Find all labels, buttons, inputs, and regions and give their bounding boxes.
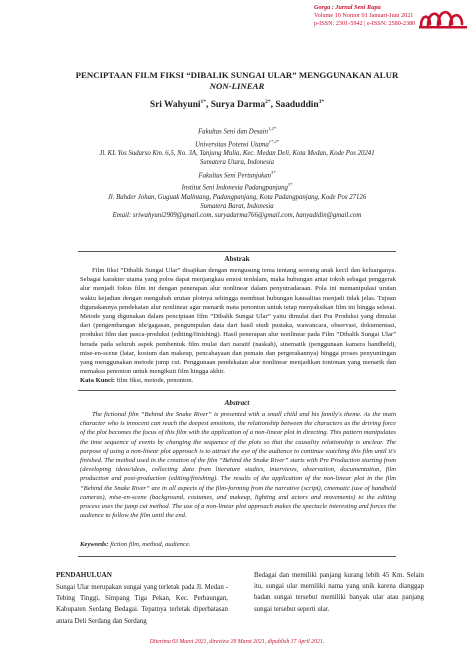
abstract-keywords-label: Keywords: [80, 541, 109, 548]
abstract-keywords-text: fiction film, method, audience. [108, 541, 191, 548]
abstrak-bottom-rule [78, 390, 396, 391]
author-affiliation-mark: 2* [265, 99, 271, 105]
affiliation-text: Jl. Bahder Johan, Guguak Malintang, Padangpanjang, Kota Padangpanjang, Kode Pos 27126 [107, 193, 367, 201]
affiliation-text: Jl. KL Yos Sudarso Km. 6,5, No. 3A, Tanjung Mulia, Kec. Medan Deli, Kota Medan, Kode Pos 20241 [99, 150, 375, 158]
author-name: Surya Darma [210, 100, 266, 111]
abstrak-heading: Abstrak [224, 255, 250, 263]
affiliation-line [30, 137, 444, 150]
author-name: Sri Wahyuni [149, 100, 201, 111]
affiliation-text: Universitas Potensi Utama [195, 140, 269, 148]
abstrak-keywords [80, 376, 396, 385]
affiliation-line [30, 158, 444, 167]
affiliation-line [30, 202, 444, 211]
author-affiliation-mark: 1* [200, 99, 207, 105]
abstrak-top-rule [78, 251, 396, 252]
affiliation-line [30, 168, 444, 181]
intro-right-column: Bedagai dan memiliki panjang kurang lebih 45 Km. Selain itu, sungai ular memiliki nama yang unik karena dianggap badan sungai tersebut memiliki banyak ular atau panjang sungai tersebut seperti ular. [254, 572, 424, 613]
affiliation-text: Sumatera Barat, Indonesia [200, 203, 274, 211]
abstract-body: The fictional film “Behind the Snake River” is presented with a small child and his family's theme. As the main character who is innocent can reach the deepest emotions, the relationship between the characters as the driving force of the plot becomes the focus of this film with the application of a non-linear plot in directing. This pattern manipulates the time sequence of events by changing the sequence of the plots so that the causality relationship is unclear. The purpose of using a non-linear plot approach is to attract the eye of the audience to continue watching this film until it's finished. The method used in the creation of the film “Behind the Snake River” starts with Pre Production starting from (developing ideas/ideas, collecting data from literature studies, interviews, observation, documentation, film production and post-production (editing/finishing). The results of the application of the non-linear plot in the film “Behind the Snake River” are in all aspects of the film-forming from the narrative (script), cinematic (use of handheld cameras), mise-en-scene (background, costumes, and makeup, lighting and actors and movements) to the editing process uses the jump cut method. The use of a non-linear plot approach makes the spectacle interesting and forces the audience to follow the film until the end. [80, 411, 396, 520]
abstract-heading: Abstract [224, 399, 250, 407]
affiliation-line [30, 193, 444, 202]
affiliation-line [30, 124, 444, 137]
author-name: Saaduddin [275, 100, 319, 111]
abstract-bottom-rule [78, 556, 396, 557]
affiliation-text: Institut Seni Indonesia Padangpanjang [181, 184, 288, 192]
affiliation-text: Sumatera Utara, Indonesia [199, 159, 275, 167]
footer-dates: Diterima 03 Maret 2021, direview 29 Maret 2021, dipublish 17 April 2021. [149, 639, 325, 645]
abstrak-keywords-label: Kata Kunci: [80, 377, 115, 384]
author-affiliation-mark: 3* [318, 99, 325, 105]
section-heading-pendahuluan: PENDAHULUAN [56, 571, 112, 579]
affiliation-text: Fakultas Seni dan Desain [198, 128, 269, 136]
affiliation-mark: 1*,2* [268, 138, 279, 144]
affiliation-text: Email: sriwahyuni2909@gmail.com, suryadarma766@gmail.com, hanyadidin@gmail.com [112, 212, 362, 220]
author-list: Sri Wahyuni$^{1*}$, Surya Darma$^{2*}$, Saaduddin$^{3*}$ [149, 99, 325, 111]
affiliation-mark: 3* [271, 169, 276, 175]
journal-issn: p-ISSN: 2301-5942 | e-ISSN: 2580-2380 [314, 20, 416, 27]
affiliations [30, 124, 444, 221]
abstract-keywords [80, 540, 396, 549]
paper-title [30, 70, 444, 91]
journal-header [314, 4, 434, 28]
journal-name: Gorga : Jurnal Seni Rupa [314, 4, 381, 11]
affiliation-line [30, 149, 444, 158]
paper-title-main: PENCIPTAAN FILM FIKSI “DIBALIK SUNGAI ULAR” MENGGUNAKAN ALUR [75, 70, 399, 80]
affiliation-mark: 1,2* [268, 126, 276, 131]
journal-volume: Volume 10 Nomor 01 Januari-Juni 2021 [314, 12, 414, 19]
abstrak-body: Film fiksi “Dibalik Sungai Ular” disajikan dengan mengusung tema tentang seorang anak kecil dan keluarganya. Sebagai karakter utama yang polos dapat menjangkau emosi terdalam, maka hubungan antar tokoh sebagai penggerak alur menjadi fokus film ini dengan penerapan alur nonlinear dalam penyutradaraan. Pola ini memanipulasi urutan waktu kejadian dengan mengubah urutan plotnya sehingga membuat hubungan kausalitas menjadi tidak jelas. Tujuan digunakannya pendekatan alur nonlinear agar menarik mata penonton untuk tetap menyaksikan film ini hingga selesai. Metode yang digunakan dalam penciptaan film “Dibalik Sungai Ular” yaitu dimulai dari Pra Produksi yang dimulai dari (pengembangan ide/gagasan, pengumpulan data dari hasil studi pustaka, wawancara, observasi, dokumentasi, produksi film dan pasca-produksi (editing/finishing). Hasil penerapan alur nonlinear pada Film “Dibalik Sungai Ular” berada pada seluruh aspek pembentuk film mulai dari naratif (naskah), sinematik (penggunaan kamera handheld), mise-en-scene (latar, kostum dan makeup, pencahayaan dan pemain dan pergerakannya) hingga proses penyuntingan yang menggunakan metode jump cut. Penggunaan pendekatan alur nonlinear menjadikan tontonan yang menarik dan memaksa penonton untuk mengikuti film hingga akhir. [80, 267, 396, 376]
intro-left-column: Sungai Ular merupakan sungai yang terletak pada Jl. Medan - Tebing Tinggi, Simpang Tiga Pekan, Kec. Perbaungan, Kabupaten Serdang Bedagai. Tepatnya terletak diperbatasan antara Deli Serdang dan Serdang [56, 584, 228, 625]
abstrak-keywords-text: film fiksi, metode, penonton. [114, 377, 194, 384]
affiliation-line [30, 211, 444, 220]
affiliation-text: Fakultas Seni Pertunjukan [198, 171, 271, 179]
affiliation-mark: 3* [287, 182, 293, 188]
paper-title-sub: NON-LINEAR [209, 80, 265, 91]
affiliation-line [30, 180, 444, 193]
